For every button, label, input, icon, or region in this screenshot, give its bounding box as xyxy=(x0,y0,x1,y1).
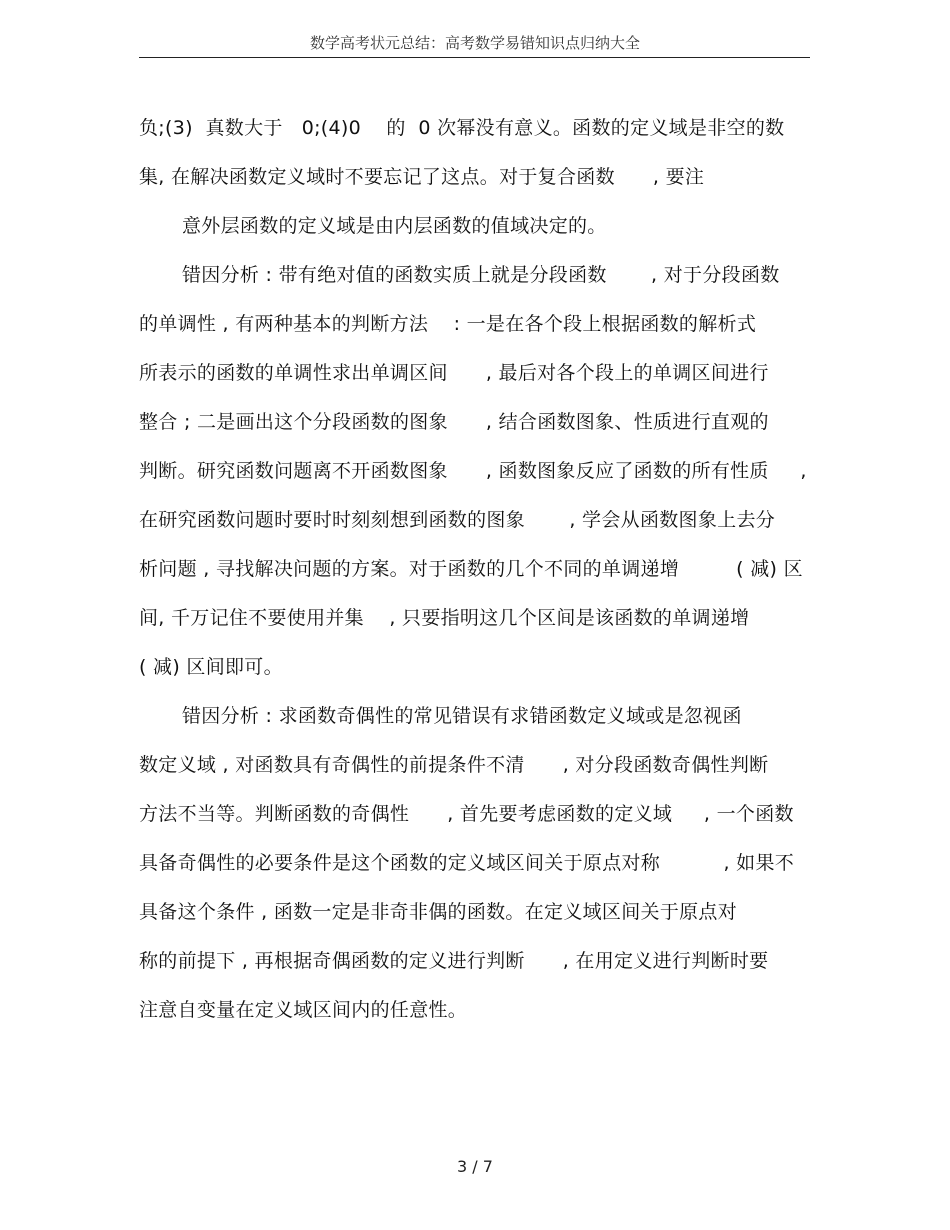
text-line: 数定义域 , 对函数具有奇偶性的前提条件不清 , 对分段函数奇偶性判断 xyxy=(139,754,769,776)
text-line: 具备这个条件 , 函数一定是非奇非偶的函数。在定义域区间关于原点对 xyxy=(139,901,738,923)
text-line: 所表示的函数的单调性求出单调区间 , 最后对各个段上的单调区间进行 xyxy=(139,362,769,384)
text-line: 判断。研究函数问题离不开函数图象 , 函数图象反应了函数的所有性质 , xyxy=(139,460,807,482)
text-line: 称的前提下 , 再根据奇偶函数的定义进行判断 , 在用定义进行判断时要 xyxy=(139,950,769,972)
text-line: 错因分析 : 带有绝对值的函数实质上就是分段函数 , 对于分段函数 xyxy=(182,264,780,286)
header-divider xyxy=(139,57,810,58)
text-line: 具备奇偶性的必要条件是这个函数的定义域区间关于原点对称 , 如果不 xyxy=(139,852,795,874)
text-line: 析问题 , 寻找解决问题的方案。对于函数的几个不同的单调递增 ( 减) 区 xyxy=(139,558,803,580)
text-line: 集, 在解决函数定义域时不要忘记了这点。对于复合函数 , 要注 xyxy=(139,166,705,188)
text-line: 意外层函数的定义域是由内层函数的值域决定的。 xyxy=(182,215,607,237)
page-number: 3 / 7 xyxy=(457,1157,493,1176)
text-line: 方法不当等。判断函数的奇偶性 , 首先要考虑函数的定义域 , 一个函数 xyxy=(139,803,794,825)
text-line: 整合 ; 二是画出这个分段函数的图象 , 结合函数图象、性质进行直观的 xyxy=(139,411,769,433)
text-line: 在研究函数问题时要时时刻刻想到函数的图象 , 学会从函数图象上去分 xyxy=(139,509,776,531)
text-line: 错因分析 : 求函数奇偶性的常见错误有求错函数定义域或是忽视函 xyxy=(182,705,742,727)
text-line: 的单调性 , 有两种基本的判断方法 : 一是在各个段上根据函数的解析式 xyxy=(139,313,757,335)
text-line: 负;(3) 真数大于 0;(4)0 的 0 次幂没有意义。函数的定义域是非空的数 xyxy=(139,117,785,139)
text-line: ( 减) 区间即可。 xyxy=(139,656,283,678)
page-header-title: 数学高考状元总结：高考数学易错知识点归纳大全 xyxy=(309,34,640,52)
text-line: 注意自变量在定义域区间内的任意性。 xyxy=(139,999,468,1021)
text-line: 间, 千万记住不要使用并集 , 只要指明这几个区间是该函数的单调递增 xyxy=(139,607,750,629)
